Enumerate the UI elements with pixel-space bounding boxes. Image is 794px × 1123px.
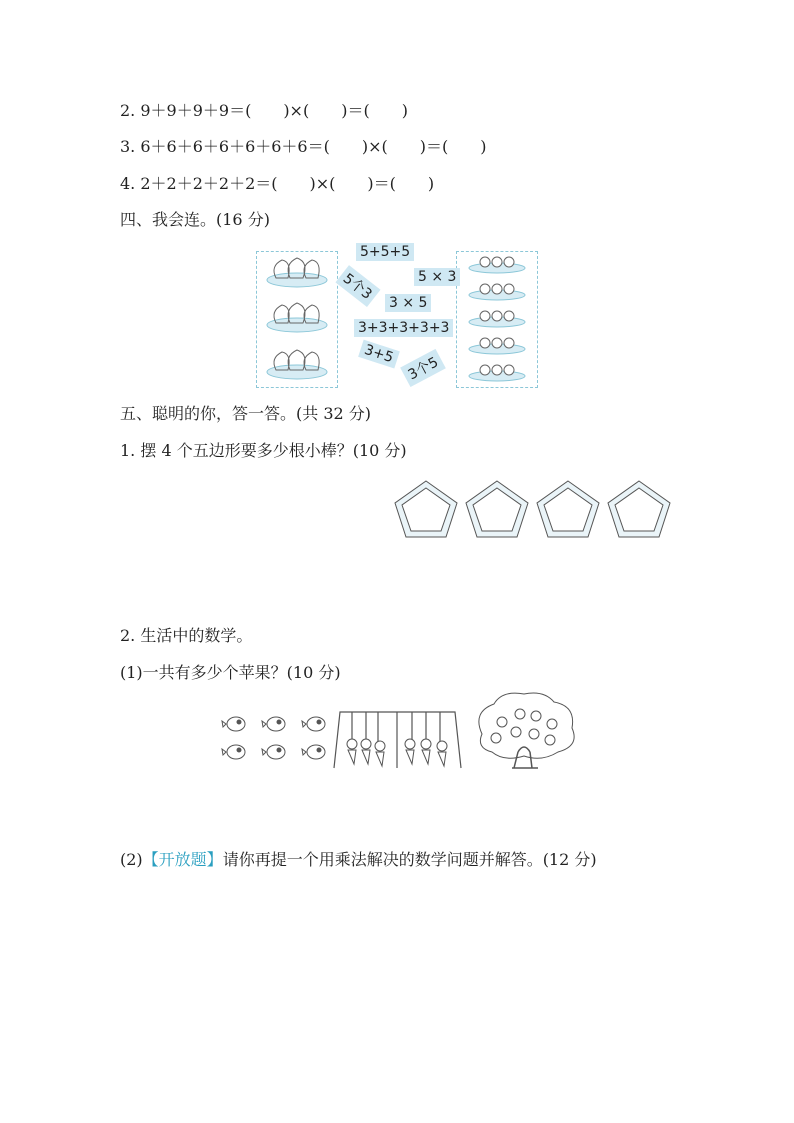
apple-tree-icon bbox=[472, 694, 582, 772]
open-question-tag: 【开放题】 bbox=[142, 850, 223, 869]
card-5x3[interactable]: 5 × 3 bbox=[414, 268, 460, 286]
problem-2-2 bbox=[120, 847, 597, 870]
bird-icon bbox=[222, 710, 327, 770]
problem-2-2-text: 请你再提一个用乘法解决的数学问题并解答。(12 分) bbox=[222, 850, 597, 869]
section-5-title: 五、聪明的你，答一答。(共 32 分) bbox=[120, 404, 372, 423]
problem-2: 2. 生活中的数学。 bbox=[120, 626, 253, 645]
swing-children-icon bbox=[330, 708, 465, 770]
problem-1: 1. 摆 4 个五边形要多少根小棒？(10 分) bbox=[120, 441, 407, 460]
section-4-title: 四、我会连。(16 分) bbox=[120, 210, 270, 229]
card-3+5[interactable]: 3+5 bbox=[358, 340, 399, 369]
card-3-of-5[interactable]: 3个5 bbox=[400, 349, 445, 387]
q3-item-2: 2. 9＋9＋9＋9＝( )×( )＝( ) bbox=[120, 101, 408, 120]
card-3x5[interactable]: 3 × 5 bbox=[385, 294, 431, 312]
pentagon-sticks-icon bbox=[393, 478, 673, 540]
card-3+3+3+3+3[interactable]: 3+3+3+3+3 bbox=[354, 319, 453, 337]
q3-item-3: 3. 6＋6＋6＋6＋6＋6＋6＝( )×( )＝( ) bbox=[120, 137, 487, 156]
pear-plate-icon bbox=[262, 252, 332, 387]
apple-plate-icon bbox=[462, 252, 532, 387]
card-5-of-3[interactable]: 5个3 bbox=[335, 265, 380, 307]
q3-item-4: 4. 2＋2＋2＋2＋2＝( )×( )＝( ) bbox=[120, 174, 435, 193]
problem-2-1: (1)一共有多少个苹果？(10 分) bbox=[120, 663, 341, 682]
card-5+5+5[interactable]: 5+5+5 bbox=[356, 243, 414, 261]
problem-2-2-prefix: (2) bbox=[120, 850, 143, 869]
